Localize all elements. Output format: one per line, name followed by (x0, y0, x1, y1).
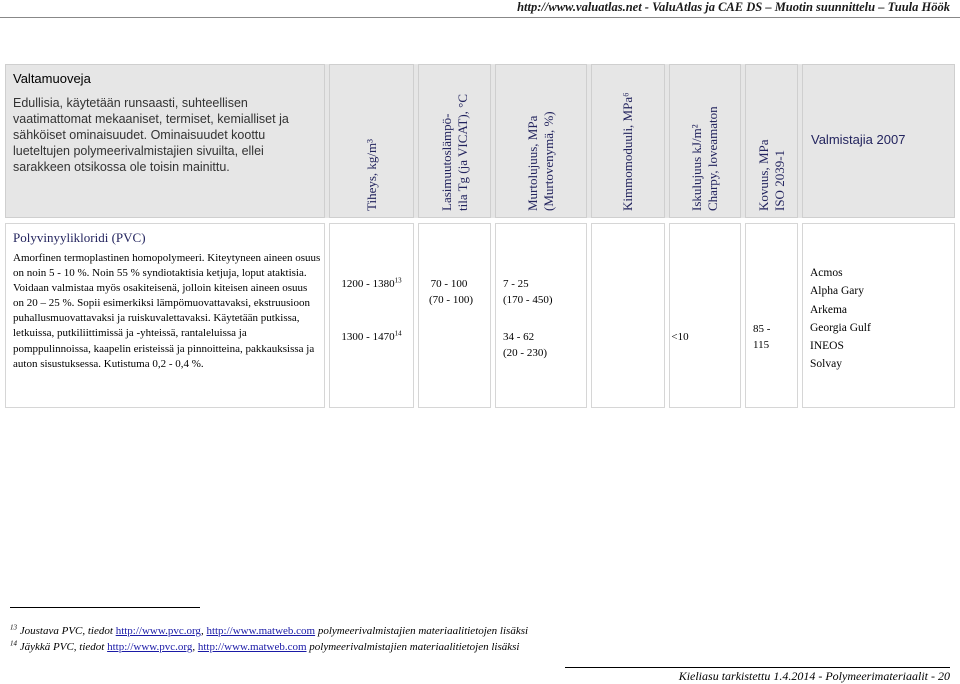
header-makers: Valmistajia 2007 (811, 132, 906, 147)
footnote-14-number: 14 (10, 639, 17, 648)
footnote-14-text-b: polymeerivalmistajien materiaalitietojen lisäksi (306, 641, 520, 653)
header-tg-cell (418, 64, 491, 218)
pvc-description-cell (5, 223, 325, 408)
pvc-tg-2: (70 - 100) (429, 294, 473, 306)
header-hardness-cell (745, 64, 798, 218)
pvc-makers-list (810, 264, 871, 374)
header-makers-cell (802, 64, 955, 218)
footnote-14 (10, 641, 519, 653)
pvc-tensile-1b: (170 - 450) (503, 294, 553, 306)
footnote-13-text-b: polymeerivalmistajien materiaalitietojen lisäksi (315, 625, 529, 637)
pvc-hardness-1: 85 - (753, 323, 771, 335)
footnote-14-sep: , (192, 641, 198, 653)
footnote-13-link-pvc[interactable]: http://www.pvc.org (115, 625, 201, 637)
pvc-makers-cell (802, 223, 955, 408)
header-hardness-line2: ISO 2039-1 (771, 149, 787, 211)
footnote-14-link-pvc[interactable]: http://www.pvc.org (107, 641, 193, 653)
header-impact-line2: Charpy, loveamaton (705, 106, 720, 211)
pvc-tensile-2b: (20 - 230) (503, 347, 547, 359)
header-modulus-cell (591, 64, 665, 218)
pvc-density-1-ref: 13 (394, 276, 402, 285)
header-density-cell (329, 64, 414, 218)
header-tg-line2: tila Tg (ja VICAT), °C (454, 93, 470, 211)
header-title: Valtamuoveja (13, 71, 91, 86)
footnote-13-sep: , (200, 625, 207, 637)
pvc-density-2-ref: 14 (394, 329, 402, 338)
pvc-tensile-2: 34 - 62 (503, 331, 535, 343)
header-impact (689, 106, 721, 211)
header-hardness-line1: Kovuus, MPa (755, 139, 771, 211)
maker-item: Georgia Gulf (810, 321, 871, 334)
header-description: Edullisia, käytetään runsaasti, suhteellisen vaatimattomat mekaaniset, termiset, kemialliset ja sähköiset ominaisuudet. Ominaisuudet koottu lueteltujen polymeerivalmistajien sivuilta, ellei sarakkeen otsikossa ole toisin mainittu. (13, 96, 289, 174)
footnote-13-text-a: Joustava PVC, tiedot (19, 625, 116, 637)
pvc-tensile-1: 7 - 25 (503, 278, 529, 290)
pvc-density-cell (329, 223, 414, 408)
pvc-density-1 (330, 277, 413, 292)
footnote-13-number: 13 (10, 623, 17, 632)
header-modulus: Kimmomoduuli, MPa⁶ (620, 92, 635, 211)
pvc-tg-cell (418, 223, 491, 408)
header-hardness (756, 139, 788, 211)
header-description-cell (5, 64, 325, 218)
footnote-14-text-a: Jäykkä PVC, tiedot (19, 641, 108, 653)
pvc-impact: <10 (671, 331, 689, 343)
footnote-13-link-matweb[interactable]: http://www.matweb.com (206, 625, 316, 637)
maker-item: Acmos (810, 267, 843, 279)
pvc-modulus-cell (591, 223, 665, 408)
pvc-density-2-value: 1300 - 1470 (341, 331, 395, 343)
pvc-description: Amorfinen termoplastinen homopolymeeri. Kiteytyneen aineen osuus on noin 5 - 10 %. Noin 55 % syndiotaktisia ketjuja, loput ataktisia. Voidaan valmistaa myös osakiteisenä, jolloin kiteisen aineen osuus on 20 – 25 %. Sopii esimerkiksi lämpömuovattavaksi, ekstruusioon puhallusmuovattavaksi ja ruiskuvalettavaksi. Käytetään putkissa, letkuissa, putkiliittimissä ja -yhteissä, rantaleluissa ja pomppulinnoissa, kaapelin eristeissä ja pinnoitteina, pakkauksissa ja auton sisustuksessa. Kutistuma 0,2 - 0,4 %. (13, 252, 321, 370)
maker-item: Solvay (810, 358, 842, 371)
pvc-hardness-2: 115 (753, 339, 770, 351)
header-tg (439, 94, 471, 211)
pvc-tg-1: 70 - 100 (430, 278, 468, 290)
header-tensile (525, 111, 557, 211)
header-tg-line1: Lasimuutoslämpö- (438, 113, 454, 211)
header-tensile-line2: (Murtovenymä, %) (541, 111, 556, 211)
pvc-tensile-cell (495, 223, 587, 408)
maker-item: Arkema (810, 303, 848, 316)
header-tensile-line1: Murtolujuus, MPa (525, 115, 540, 211)
pvc-impact-cell (669, 223, 741, 408)
footnote-rule (10, 607, 200, 608)
header-density: Tiheys, kg/m³ (363, 138, 379, 211)
maker-item: Alpha Gary (810, 285, 864, 298)
footnote-13 (10, 625, 528, 637)
header-impact-line1: Iskulujuus kJ/m² (689, 124, 704, 211)
page-footer: Kieliasu tarkistettu 1.4.2014 - Polymeerimateriaalit - 20 (678, 669, 950, 683)
pvc-hardness-cell (745, 223, 798, 408)
header-tensile-cell (495, 64, 587, 218)
page-header: http://www.valuatlas.net - ValuAtlas ja CAE DS – Muotin suunnittelu – Tuula Höök (517, 0, 950, 14)
pvc-density-1-value: 1200 - 1380 (341, 278, 395, 290)
footnote-14-link-matweb[interactable]: http://www.matweb.com (197, 641, 307, 653)
pvc-title: Polyvinyylikloridi (PVC) (13, 230, 146, 245)
header-rule (0, 17, 960, 18)
header-impact-cell (669, 64, 741, 218)
footer-rule (565, 667, 950, 668)
maker-item: INEOS (810, 340, 844, 353)
pvc-density-2 (330, 330, 413, 345)
